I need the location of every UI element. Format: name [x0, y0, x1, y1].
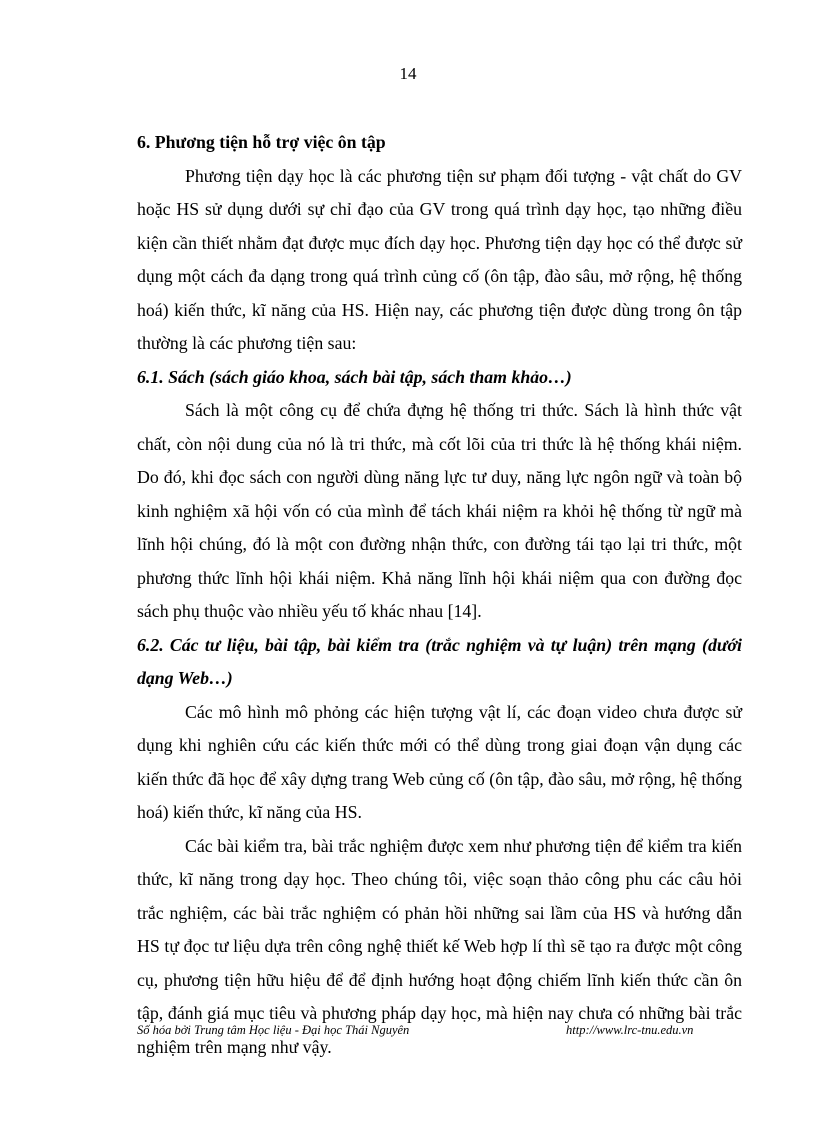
- document-body: [137, 126, 742, 1064]
- footer-source-text: Số hóa bởi Trung tâm Học liệu - Đại học Thái Nguyên: [137, 1023, 410, 1037]
- footer-url[interactable]: http://www.lrc-tnu.edu.vn: [566, 1023, 694, 1037]
- subsection-2-paragraph-2: Các bài kiểm tra, bài trắc nghiệm được xem như phương tiện để kiểm tra kiến thức, kĩ năng trong dạy học. Theo chúng tôi, việc soạn thảo công phu các câu hỏi trắc nghiệm, các bài trắc nghiệm có phản hồi những sai lầm của HS và hướng dẫn HS tự đọc tư liệu dựa trên công nghệ thiết kế Web hợp lí thì sẽ tạo ra được một công cụ, phương tiện hữu hiệu để để định hướng hoạt động chiếm lĩnh kiến thức cần ôn tập, đánh giá mục tiêu và phương pháp dạy học, mà hiện nay chưa có những bài trắc nghiệm trên mạng như vậy.: [137, 835, 742, 1057]
- section-heading: 6. Phương tiện hỗ trợ việc ôn tập: [137, 132, 386, 152]
- page-number: 14: [399, 64, 417, 83]
- section-intro-paragraph: Phương tiện dạy học là các phương tiện sư phạm đối tượng - vật chất do GV hoặc HS sử dụng dưới sự chỉ đạo của GV trong quá trình dạy học, tạo những điều kiện cần thiết nhằm đạt được mục đích dạy học. Phương tiện dạy học có thể được sử dụng một cách đa dạng trong quá trình củng cố (ôn tập, đào sâu, mở rộng, hệ thống hoá) kiến thức, kĩ năng của HS. Hiện nay, các phương tiện được dùng trong ôn tập thường là các phương tiện sau:: [137, 165, 742, 353]
- subsection-2-paragraph-1: Các mô hình mô phỏng các hiện tượng vật lí, các đoạn video chưa được sử dụng khi nghiên cứu các kiến thức mới có thể dùng trong giai đoạn vận dụng các kiến thức đã học để xây dựng trang Web củng cố (ôn tập, đào sâu, mở rộng, hệ thống hoá) kiến thức, kĩ năng của HS.: [137, 701, 742, 822]
- subsection-1-heading: 6.1. Sách (sách giáo khoa, sách bài tập, sách tham khảo…): [137, 366, 572, 387]
- subsection-2-heading: 6.2. Các tư liệu, bài tập, bài kiểm tra (trắc nghiệm và tự luận) trên mạng (dưới dạng Web…): [137, 634, 742, 688]
- subsection-1-paragraph: Sách là một công cụ để chứa đựng hệ thống tri thức. Sách là hình thức vật chất, còn nội dung của nó là tri thức, mà cốt lõi của tri thức là hệ thống khái niệm. Do đó, khi đọc sách con người dùng năng lực tư duy, năng lực ngôn ngữ và toàn bộ kinh nghiệm xã hội vốn có của mình để tách khái niệm ra khỏi hệ thống từ ngữ mà lĩnh hội chúng, đó là một con đường nhận thức, con đường tái tạo lại tri thức, một phương thức lĩnh hội khái niệm. Khả năng lĩnh hội khái niệm qua con đường đọc sách phụ thuộc vào nhiều yếu tố khác nhau [14].: [137, 400, 742, 621]
